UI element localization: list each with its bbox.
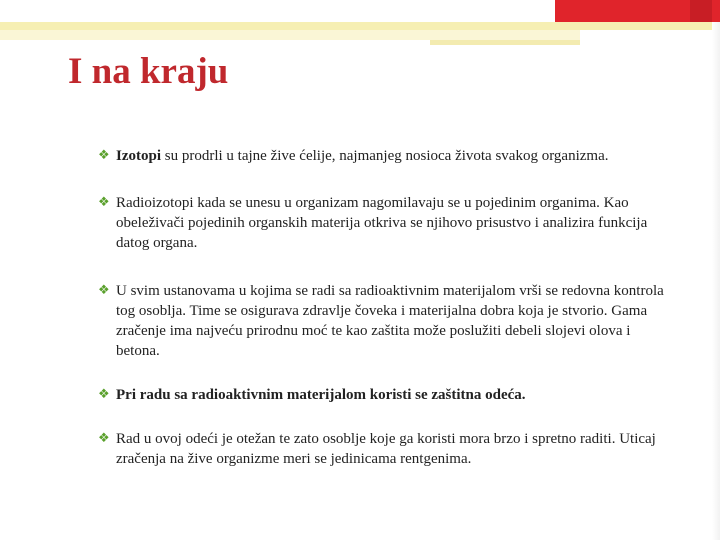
list-item [98,281,668,361]
top-accent-bar-dark [690,0,712,22]
item-text: Radioizotopi kada se unesu u organizam nagomilavaju se u pojedinim organima. Kao obeleživači pojedinih organskih materija otkriva se njihovo prisustvo i analizira funkcija datog organa. [116,195,648,251]
right-edge-shadow [712,22,720,540]
list-item [98,429,668,469]
list-item [98,193,668,253]
item-lead: Izotopi [116,148,161,164]
header-band [0,22,720,30]
slide-title: I na kraju [68,51,229,92]
diamond-bullet-icon: ❖ [98,148,110,163]
list-item [98,385,668,405]
diamond-bullet-icon: ❖ [98,283,110,298]
diamond-bullet-icon: ❖ [98,387,110,402]
item-text: Rad u ovoj odeći je otežan te zato osoblje koje ga koristi mora brzo i spretno raditi. Uticaj zračenja na žive organizme meri se jedinicama rentgenima. [116,431,656,467]
item-text: U svim ustanovama u kojima se radi sa radioaktivnim materijalom vrši se redovna kontrola tog osoblja. Time se osigurava zdravlje čoveka i materijalna dobra koja je stvorio. Gama zračenje ima najveću prirodnu moć te kao zaštita može poslužiti debeli slojevi olova i betona. [116,283,664,359]
header-band-light [0,30,580,40]
header-band-accent [430,40,580,45]
diamond-bullet-icon: ❖ [98,195,110,210]
bullet-list [98,146,668,469]
item-text: su prodrli u tajne žive ćelije, najmanjeg nosioca života svakog organizma. [161,148,609,164]
item-text: Pri radu sa radioaktivnim materijalom koristi se zaštitna odeća. [116,387,526,403]
list-item [98,146,668,166]
diamond-bullet-icon: ❖ [98,431,110,446]
